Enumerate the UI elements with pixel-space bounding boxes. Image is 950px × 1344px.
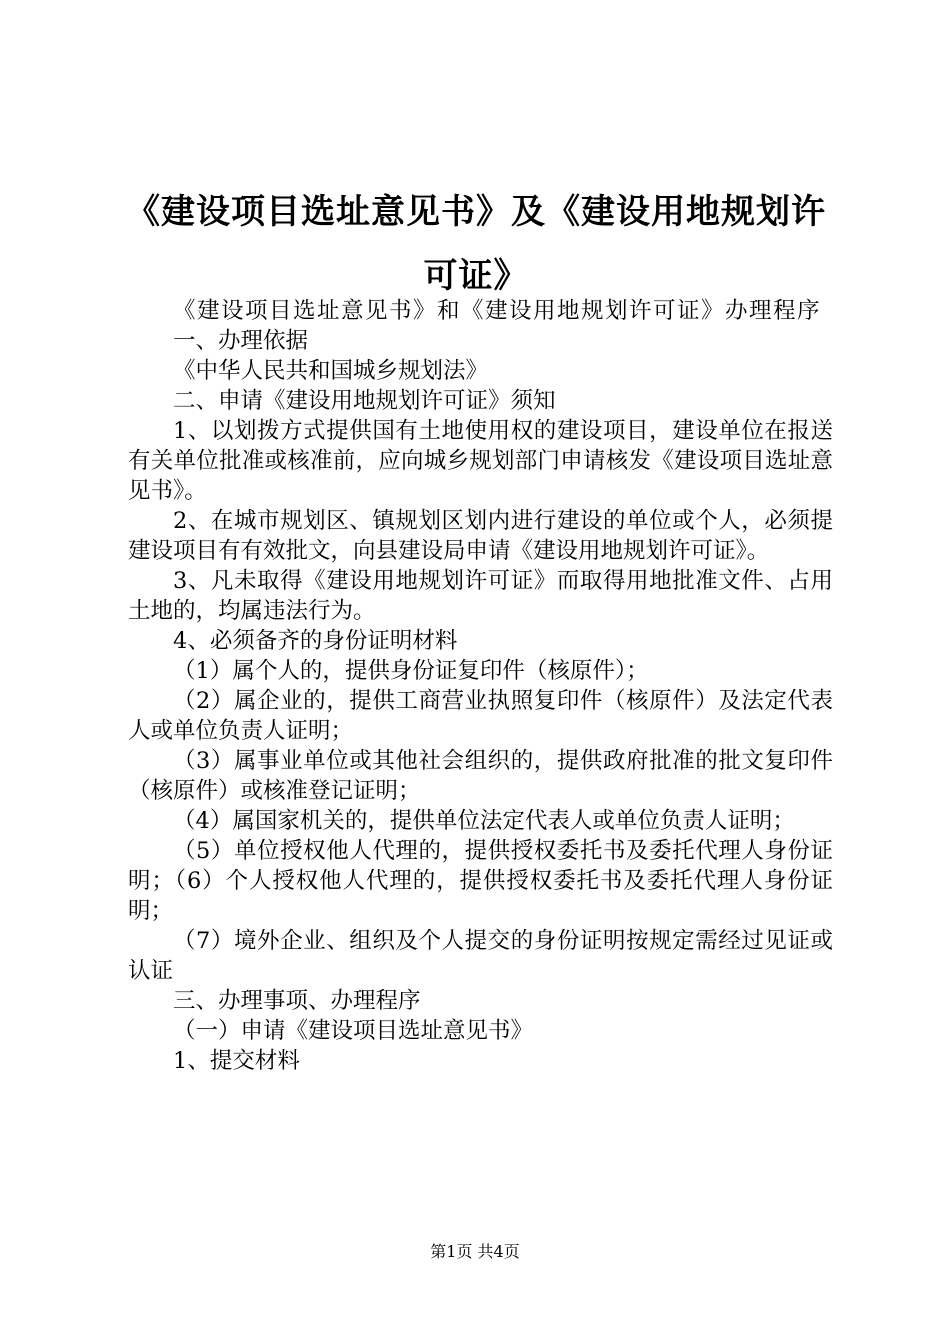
paragraph-item-4: 4、必须备齐的身份证明材料 xyxy=(173,628,458,654)
page-footer xyxy=(0,1241,950,1263)
paragraph-subitem-4: （4）属国家机关的，提供单位法定代表人或单位负责人证明； xyxy=(173,808,795,834)
paragraph-submit-materials: 1、提交材料 xyxy=(173,1048,300,1074)
section-heading-basis: 一、办理依据 xyxy=(173,328,309,354)
document-body xyxy=(128,296,833,1076)
paragraph-item-3: 3、凡未取得《建设用地规划许可证》而取得用地批准文件、占用土地的，均属违法行为。 xyxy=(128,568,833,624)
paragraph-subitem-1: （1）属个人的，提供身份证复印件（核原件）； xyxy=(173,658,649,684)
page-number-label: 第1页 共4页 xyxy=(430,1242,520,1261)
paragraph-law-name: 《中华人民共和国城乡规划法》 xyxy=(173,358,489,384)
paragraph-subitem-2: （2）属企业的，提供工商营业执照复印件（核原件）及法定代表人或单位负责人证明； xyxy=(128,688,833,744)
subsection-heading-site-opinion: （一）申请《建设项目选址意见书》 xyxy=(173,1018,534,1044)
title-line-2: 可证》 xyxy=(423,256,529,296)
title-line-1: 《建设项目选址意见书》及《建设用地规划许 xyxy=(126,192,826,232)
paragraph-item-1: 1、以划拨方式提供国有土地使用权的建设项目，建设单位在报送有关单位批准或核准前，应向城乡规划部门申请核发《建设项目选址意见书》。 xyxy=(128,418,833,504)
section-heading-notice: 二、申请《建设用地规划许可证》须知 xyxy=(173,388,556,414)
section-heading-procedure: 三、办理事项、办理程序 xyxy=(173,988,421,1014)
paragraph-subitem-5-6: （5）单位授权他人代理的，提供授权委托书及委托代理人身份证明；（6）个人授权他人代理的，提供授权委托书及委托代理人身份证明； xyxy=(128,838,833,924)
document-title xyxy=(120,180,832,308)
paragraph-procedure-heading: 《建设项目选址意见书》和《建设用地规划许可证》办理程序 xyxy=(173,298,822,324)
paragraph-subitem-3: （3）属事业单位或其他社会组织的，提供政府批准的批文复印件（核原件）或核准登记证明； xyxy=(128,748,833,804)
paragraph-subitem-7: （7）境外企业、组织及个人提交的身份证明按规定需经过见证或认证 xyxy=(128,928,833,984)
paragraph-item-2: 2、在城市规划区、镇规划区划内进行建设的单位或个人，必须提建设项目有有效批文，向县建设局申请《建设用地规划许可证》。 xyxy=(128,508,833,564)
